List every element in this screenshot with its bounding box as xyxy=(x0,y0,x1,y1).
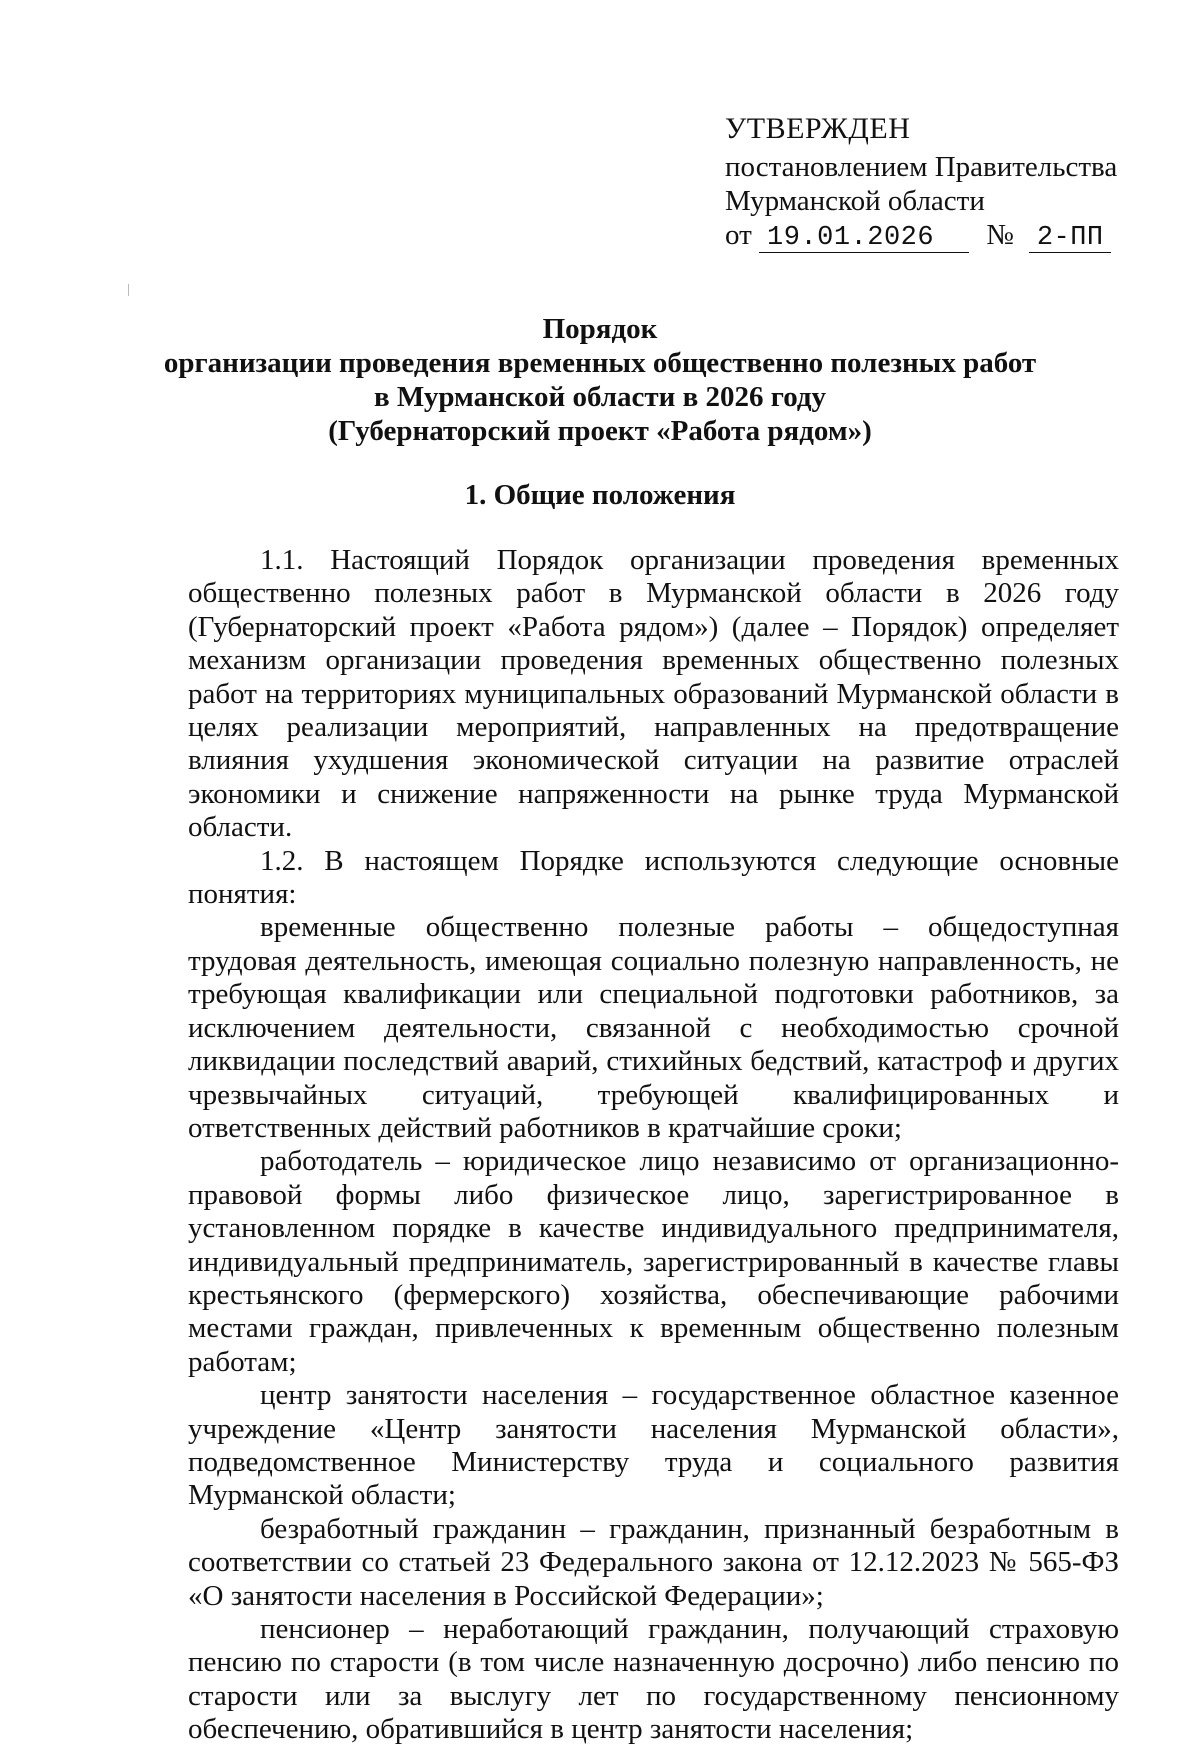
paragraph-1-2: 1.2. В настоящем Порядке используются следующие основные понятия: xyxy=(188,844,1119,911)
approval-line-1: постановлением Правительства xyxy=(725,151,1118,183)
approved-label: УТВЕРЖДЕН xyxy=(725,112,911,145)
definition-employer: работодатель – юридическое лицо независимо от организационно-правовой формы либо физическое лицо, зарегистрированное в установленном порядке в качестве индивидуального предпринимателя, индивидуальный предприниматель, зарегистрированный в качестве главы крестьянского (фермерского) хозяйства, обеспечивающие рабочими местами граждан, привлеченных к временным общественно полезным работам; xyxy=(188,1145,1119,1378)
approval-date: 19.01.2026 xyxy=(759,224,969,253)
document-title xyxy=(0,312,1200,448)
title-line-4: (Губернаторский проект «Работа рядом») xyxy=(328,415,872,447)
paragraph-1-1: 1.1. Настоящий Порядок организации проведения временных общественно полезных работ в Мурманской области в 2026 году (Губернаторский проект «Работа рядом») (далее – Порядок) определяет механизм организации проведения временных общественно полезных работ на территориях муниципальных образований Мурманской области в целях реализации мероприятий, направленных на предотвращение влияния ухудшения экономической ситуации на развитие отраслей экономики и снижение напряженности на рынке труда Мурманской области. xyxy=(188,544,1119,844)
title-line-3: в Мурманской области в 2026 году xyxy=(373,381,827,413)
definition-pensioner: пенсионер – неработающий гражданин, получающий страховую пенсию по старости (в том числе назначенную досрочно) либо пенсию по старости или за выслугу лет по государственному пенсионному обеспечению, обратившийся в центр занятости населения; xyxy=(188,1613,1119,1746)
document-body xyxy=(188,544,1119,1747)
approval-number: 2-ПП xyxy=(1029,224,1111,253)
approval-stamp xyxy=(725,112,1165,253)
date-prefix: от xyxy=(725,219,752,251)
definition-public-works: временные общественно полезные работы – общедоступная трудовая деятельность, имеющая социально полезную направленность, не требующая квалификации или специальной подготовки работников, за исключением деятельности, связанной с необходимостью срочной ликвидации последствий аварий, стихийных бедствий, катастроф и других чрезвычайных ситуаций, требующей квалифицированных и ответственных действий работников в кратчайшие сроки; xyxy=(188,911,1119,1144)
section-heading: 1. Общие положения xyxy=(464,479,736,511)
title-line-1: Порядок xyxy=(542,313,658,345)
approval-date-line xyxy=(725,218,1165,253)
title-line-2: организации проведения временных общественно полезных работ xyxy=(163,347,1037,379)
scan-margin-mark xyxy=(128,284,129,296)
definition-unemployed: безработный гражданин – гражданин, признанный безработным в соответствии со статьей 23 Федерального закона от 12.12.2023 № 565-ФЗ «О занятости населения в Российской Федерации»; xyxy=(188,1512,1119,1612)
definition-employment-center: центр занятости населения – государственное областное казенное учреждение «Центр занятости населения Мурманской области», подведомственное Министерству труда и социального развития Мурманской области; xyxy=(188,1379,1119,1512)
approval-line-2: Мурманской области xyxy=(725,185,985,217)
number-sign: № xyxy=(986,219,1014,251)
